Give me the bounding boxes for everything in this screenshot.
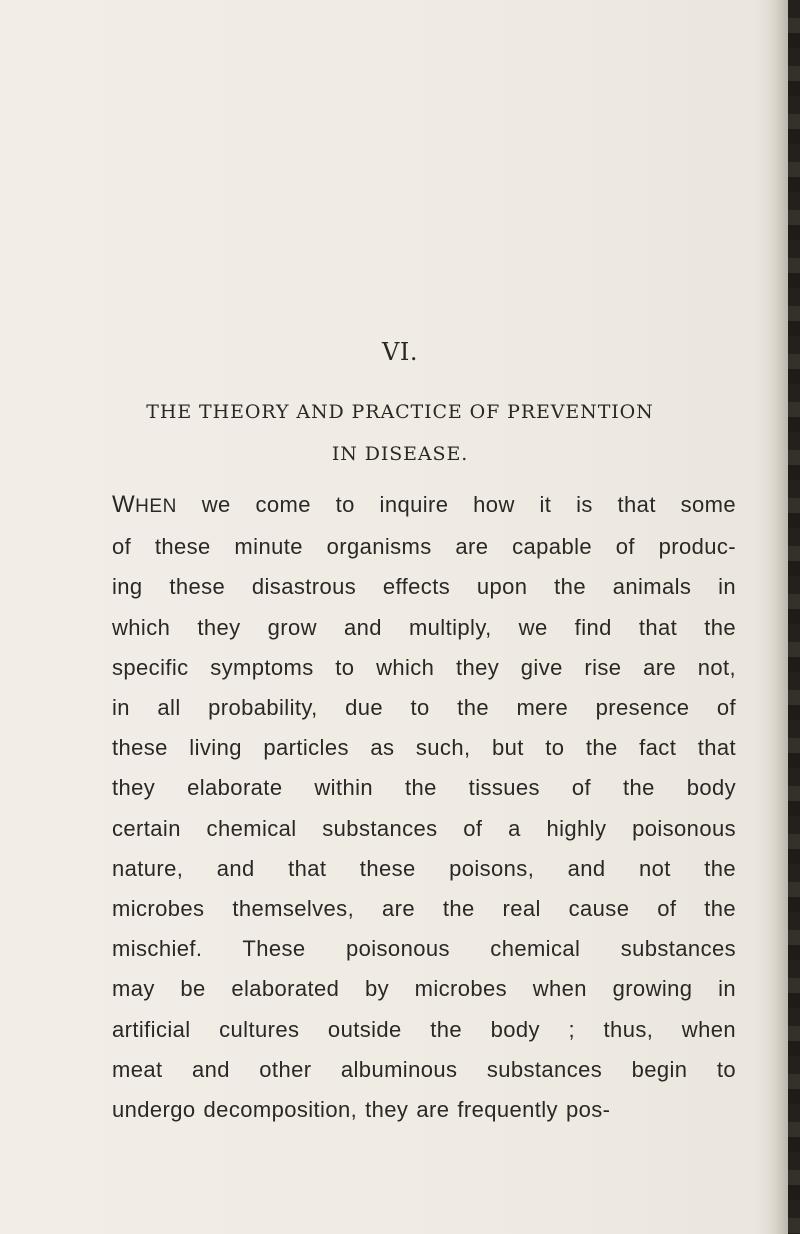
text-line-4: which they grow and multiply, we find that the <box>112 614 736 640</box>
lead-small-caps: HEN <box>135 496 177 517</box>
text-line-10: nature, and that these poisons, and not the <box>112 855 736 881</box>
text-line-7: these living particles as such, but to the fact that <box>112 735 736 761</box>
drop-cap: W <box>112 491 136 518</box>
text-line-12: mischief. These poisonous chemical substances <box>112 936 736 962</box>
text-line-11: microbes themselves, are the real cause of the <box>112 896 736 922</box>
text-line-14: artificial cultures outside the body ; thus, when <box>112 1016 736 1042</box>
text-line-15: meat and other albuminous substances begin to <box>112 1056 736 1082</box>
chapter-title-line-2: IN DISEASE. <box>331 443 469 465</box>
chapter-number: VI. <box>382 338 418 366</box>
text-line-5: specific symptoms to which they give rise are not, <box>112 654 736 680</box>
text-line-16: undergo decomposition, they are frequently pos- <box>112 1097 611 1123</box>
chapter-title-line-1: THE THEORY AND PRACTICE OF PREVENTION <box>146 401 654 423</box>
body-paragraph <box>112 485 736 1130</box>
text-line-9: certain chemical substances of a highly poisonous <box>112 815 736 841</box>
binding-edge <box>788 0 800 1234</box>
text-line-8: they elaborate within the tissues of the body <box>112 775 736 801</box>
text-line-6: in all probability, due to the mere presence of <box>112 695 736 721</box>
text-line-13: may be elaborated by microbes when growing in <box>112 976 736 1002</box>
text-line-1 <box>112 485 736 527</box>
text-line-3: ing these disastrous effects upon the animals in <box>112 574 736 600</box>
text-line-2: of these minute organisms are capable of produc- <box>112 534 736 560</box>
line-text: we come to inquire how it is that some <box>201 492 736 517</box>
